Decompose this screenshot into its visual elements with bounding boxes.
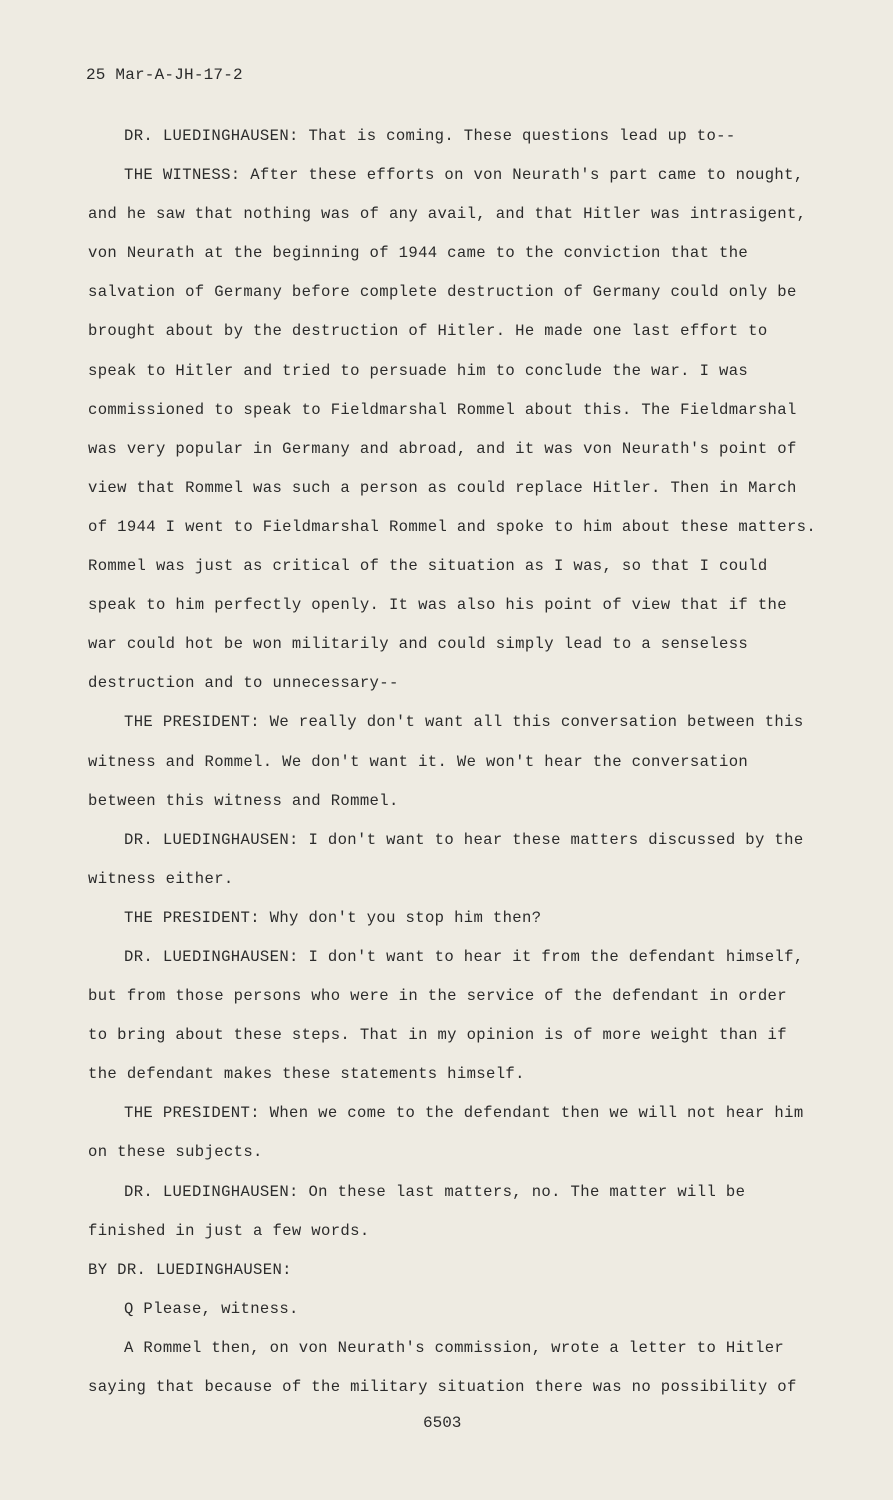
transcript-line: on these subjects. (88, 1143, 263, 1162)
transcript-line: THE PRESIDENT: We really don't want all this conversation between this (124, 713, 804, 732)
document-header: 25 Mar-A-JH-17-2 (86, 66, 243, 84)
transcript-line: speak to him perfectly openly. It was also his point of view that if the (88, 596, 787, 615)
transcript-line: finished in just a few words. (88, 1221, 370, 1240)
transcript-body (88, 117, 818, 1407)
transcript-line: between this witness and Rommel. (88, 791, 399, 810)
transcript-line: war could hot be won militarily and could simply lead to a senseless (88, 635, 749, 654)
transcript-line: DR. LUEDINGHAUSEN: On these last matters, no. The matter will be (124, 1182, 746, 1201)
transcript-line: brought about by the destruction of Hitler. He made one last effort to (88, 322, 768, 341)
transcript-line: von Neurath at the beginning of 1944 came to the conviction that the (88, 244, 749, 263)
transcript-line: THE PRESIDENT: When we come to the defendant then we will not hear him (124, 1104, 804, 1123)
transcript-line: of 1944 I went to Fieldmarshal Rommel and spoke to him about these matters. (88, 517, 817, 536)
transcript-line: DR. LUEDINGHAUSEN: I don't want to hear it from the defendant himself, (124, 947, 804, 966)
transcript-line: BY DR. LUEDINGHAUSEN: (88, 1260, 292, 1279)
transcript-line: but from those persons who were in the service of the defendant in order (88, 987, 787, 1006)
transcript-line: destruction and to unnecessary-- (88, 674, 399, 693)
transcript-line: THE PRESIDENT: Why don't you stop him then? (124, 908, 542, 927)
transcript-line: Rommel was just as critical of the situation as I was, so that I could (88, 557, 768, 576)
page-number: 6503 (423, 1414, 462, 1432)
transcript-line: A Rommel then, on von Neurath's commission, wrote a letter to Hitler (124, 1338, 785, 1357)
transcript-line: Q Please, witness. (124, 1299, 299, 1318)
transcript-line: saying that because of the military situation there was no possibility of (88, 1378, 797, 1396)
transcript-line: to bring about these steps. That in my opinion is of more weight than if (88, 1026, 787, 1045)
transcript-line: DR. LUEDINGHAUSEN: That is coming. These questions lead up to-- (124, 127, 736, 145)
transcript-line: and he saw that nothing was of any avail, and that Hitler was intrasigent, (88, 205, 807, 224)
transcript-line: DR. LUEDINGHAUSEN: I don't want to hear these matters discussed by the (124, 830, 804, 849)
transcript-line: view that Rommel was such a person as could replace Hitler. Then in March (88, 478, 797, 497)
transcript-line: was very popular in Germany and abroad, and it was von Neurath's point of (88, 439, 797, 458)
transcript-line: THE WITNESS: After these efforts on von Neurath's part came to nought, (124, 166, 804, 185)
transcript-line: salvation of Germany before complete destruction of Germany could only be (88, 283, 797, 302)
transcript-line: speak to Hitler and tried to persuade him to conclude the war. I was (88, 361, 749, 380)
transcript-line: witness and Rommel. We don't want it. We won't hear the conversation (88, 752, 749, 771)
transcript-line: commissioned to speak to Fieldmarshal Rommel about this. The Fieldmarshal (88, 400, 797, 419)
transcript-line: the defendant makes these statements himself. (88, 1065, 525, 1084)
transcript-line: witness either. (88, 869, 234, 888)
